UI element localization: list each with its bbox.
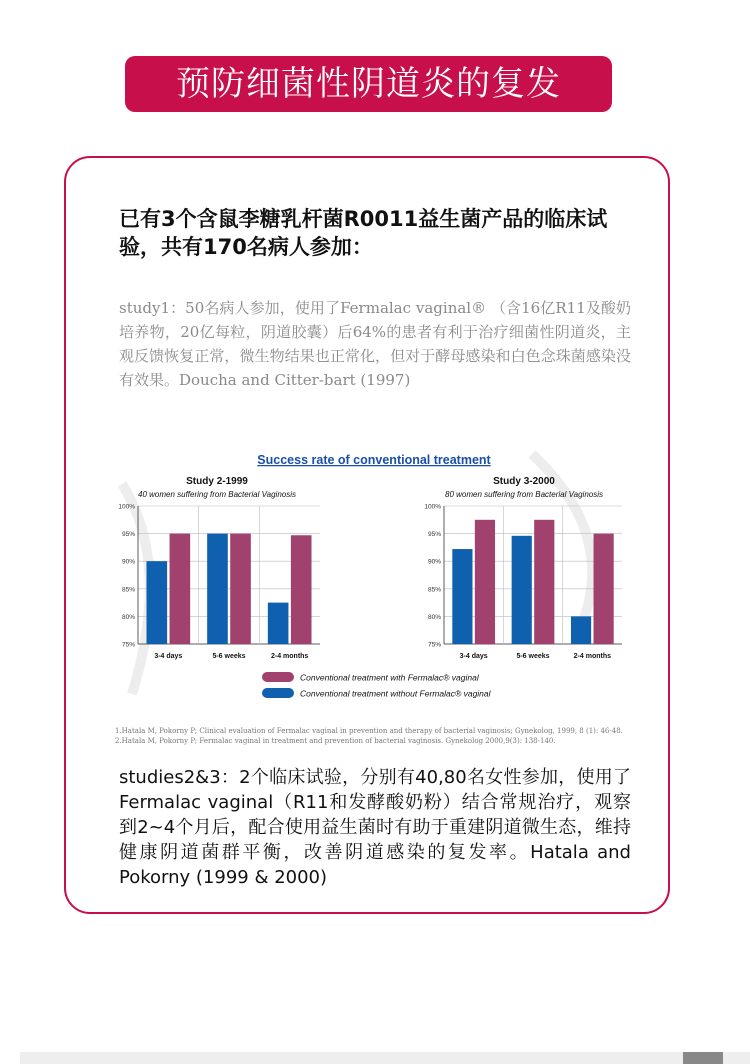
studies-paragraph: studies2&3：2个临床试验，分别有40,80名女性参加，使用了Fermalac vaginal（R11和发酵酸奶粉）结合常规治疗，观察到2~4个月后，配合使用益生菌时有助于重建阴道微生态，维持健康阴道菌群平衡，改善阴道感染的复发率。Hatala and Pokorny (1999 & 2000) xyxy=(119,767,631,888)
top-cut-text xyxy=(0,0,750,6)
chart-1-subtitle: 40 women suffering from Bacterial Vaginosis xyxy=(138,490,296,499)
y-tick-label: 85% xyxy=(121,586,135,594)
x-tick-label: 2-4 months xyxy=(270,653,309,660)
section-title-banner xyxy=(125,56,612,112)
bar-with-1 xyxy=(475,520,495,644)
y-tick-label: 80% xyxy=(121,613,135,621)
bar-without-2 xyxy=(512,536,532,644)
bar-with-3 xyxy=(594,534,614,644)
y-tick-label: 90% xyxy=(121,558,135,566)
chart-title: Success rate of conventional treatment xyxy=(257,453,491,467)
bar-without-3 xyxy=(571,616,591,644)
legend-swatch-with xyxy=(262,672,294,682)
chart-2-title: Study 3-2000 xyxy=(493,476,555,487)
chart-1 xyxy=(118,476,320,660)
section-title: 预防细菌性阴道炎的复发 xyxy=(176,64,561,104)
bar-with-3 xyxy=(291,535,312,644)
y-tick-label: 75% xyxy=(121,641,135,649)
y-tick-label: 95% xyxy=(427,531,441,539)
legend-swatch-without xyxy=(262,688,294,698)
study1-paragraph: study1：50名病人参加，使用了Fermalac vaginal® （含16亿R11及酸奶培养物，20亿每粒，阴道胶囊）后64%的患者有利于治疗细菌性阴道炎，主观反馈恢复正常，微生物结果也正常化，但对于酵母感染和白色念珠菌感染没有效果。Doucha and Citter-bart (1997) xyxy=(119,299,631,389)
bar-without-2 xyxy=(207,534,228,644)
y-tick-label: 85% xyxy=(427,586,441,594)
y-tick-label: 100% xyxy=(424,503,441,511)
x-tick-label: 2-4 months xyxy=(573,653,612,660)
x-tick-label: 3-4 days xyxy=(154,653,183,660)
bar-without-1 xyxy=(452,549,472,644)
bar-without-3 xyxy=(268,603,289,644)
corner-thumbnail xyxy=(683,1052,723,1064)
chart-1-title: Study 2-1999 xyxy=(186,476,248,487)
footer-strip xyxy=(20,1052,750,1064)
bar-without-1 xyxy=(146,561,167,644)
x-tick-label: 5-6 weeks xyxy=(516,653,550,660)
y-tick-label: 80% xyxy=(427,613,441,621)
bar-with-1 xyxy=(170,534,191,644)
chart-2-subtitle: 80 women suffering from Bacterial Vaginosis xyxy=(445,490,603,499)
reference-2: 2.Hatala M, Pokorny P; Fermalac vaginal in treatment and prevention of bacterial vaginosis. Gynekolog 2000,9(3): 138-140. xyxy=(115,737,556,745)
y-tick-label: 75% xyxy=(427,641,441,649)
x-tick-label: 3-4 days xyxy=(459,653,488,660)
y-tick-label: 100% xyxy=(118,503,135,511)
card-heading: 已有3个含鼠李糖乳杆菌R0011益生菌产品的临床试验，共有170名病人参加： xyxy=(119,207,608,259)
legend-label-without: Conventional treatment without Fermalac® vaginal xyxy=(300,688,491,699)
bar-with-2 xyxy=(230,534,251,644)
chart-svg xyxy=(112,444,626,706)
y-tick-label: 90% xyxy=(427,558,441,566)
y-tick-label: 95% xyxy=(121,531,135,539)
legend-label-with: Conventional treatment with Fermalac® vaginal xyxy=(300,672,479,683)
reference-1: 1.Hatala M, Pokorny P; Clinical evaluation of Fermalac vaginal in prevention and therapy of bacterial vaginosis; Gynekolog, 1999, 8 (1): 46-48. xyxy=(115,727,623,735)
references xyxy=(115,726,635,746)
success-rate-chart xyxy=(112,444,626,706)
bar-with-2 xyxy=(534,520,554,644)
x-tick-label: 5-6 weeks xyxy=(212,653,246,660)
